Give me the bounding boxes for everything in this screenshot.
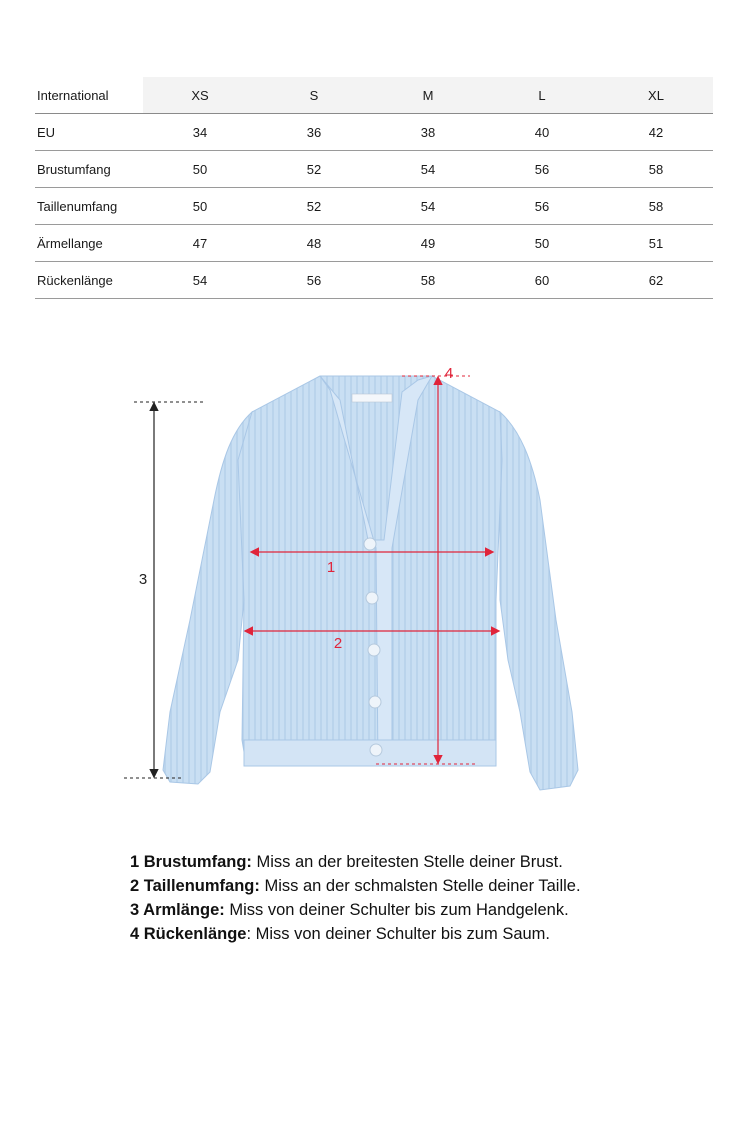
legend-text: Miss an der schmalsten Stelle deiner Taille.: [259, 877, 581, 895]
marker-2-label: 2: [333, 635, 343, 652]
cell: 48: [257, 225, 371, 262]
measurement-legend: [130, 850, 581, 946]
legend-term: 4 Rückenlänge: [130, 925, 247, 943]
size-header-xs: XS: [143, 77, 257, 114]
cell: 54: [371, 188, 485, 225]
row-label: EU: [35, 114, 143, 151]
table-row: [35, 262, 713, 299]
legend-text: Miss von deiner Schulter bis zum Handgelenk.: [224, 901, 569, 919]
cell: 58: [371, 262, 485, 299]
size-header-l: L: [485, 77, 599, 114]
cell: 62: [599, 262, 713, 299]
row-label: Ärmellange: [35, 225, 143, 262]
cell: 58: [599, 188, 713, 225]
row-label: Rückenlänge: [35, 262, 143, 299]
right-sleeve: [500, 412, 578, 790]
marker-1-label: 1: [326, 559, 336, 576]
cell: 50: [143, 188, 257, 225]
cell: 42: [599, 114, 713, 151]
cell: 49: [371, 225, 485, 262]
cardigan-measurement-diagram: [0, 340, 750, 820]
legend-term: 2 Taillenumfang:: [130, 877, 260, 895]
cell: 40: [485, 114, 599, 151]
cell: 38: [371, 114, 485, 151]
table-row: [35, 151, 713, 188]
cell: 50: [143, 151, 257, 188]
legend-term: 1 Brustumfang:: [130, 853, 252, 871]
header-label: International: [35, 77, 143, 114]
cell: 56: [485, 151, 599, 188]
table-header-row: [35, 77, 713, 114]
cardigan-body: [238, 376, 502, 766]
size-header-m: M: [371, 77, 485, 114]
legend-item-rueckenlaenge: [130, 922, 581, 946]
table-row: [35, 225, 713, 262]
size-header-s: S: [257, 77, 371, 114]
cell: 51: [599, 225, 713, 262]
row-label: Brustumfang: [35, 151, 143, 188]
cell: 50: [485, 225, 599, 262]
legend-item-brustumfang: [130, 850, 581, 874]
legend-item-taillenumfang: [130, 874, 581, 898]
size-chart-table: [35, 77, 713, 299]
cell: 60: [485, 262, 599, 299]
button: [366, 592, 378, 604]
button: [364, 538, 376, 550]
marker-4-label: 4: [444, 365, 454, 382]
cell: 36: [257, 114, 371, 151]
legend-term: 3 Armlänge:: [130, 901, 225, 919]
table-row: [35, 188, 713, 225]
button: [368, 644, 380, 656]
cell: 47: [143, 225, 257, 262]
legend-text: Miss an der breitesten Stelle deiner Brust.: [251, 853, 563, 871]
row-label: Taillenumfang: [35, 188, 143, 225]
neck-label: [352, 394, 392, 402]
legend-text: : Miss von deiner Schulter bis zum Saum.: [246, 925, 551, 943]
table-row: [35, 114, 713, 151]
cell: 54: [371, 151, 485, 188]
cell: 52: [257, 188, 371, 225]
button: [370, 744, 382, 756]
size-header-xl: XL: [599, 77, 713, 114]
cell: 54: [143, 262, 257, 299]
button: [369, 696, 381, 708]
hem-ribbing: [244, 740, 496, 766]
cell: 58: [599, 151, 713, 188]
cell: 56: [485, 188, 599, 225]
legend-item-armlaenge: [130, 898, 581, 922]
cell: 34: [143, 114, 257, 151]
cell: 52: [257, 151, 371, 188]
cardigan-illustration: [163, 376, 578, 790]
marker-3-label: 3: [138, 571, 148, 588]
cell: 56: [257, 262, 371, 299]
